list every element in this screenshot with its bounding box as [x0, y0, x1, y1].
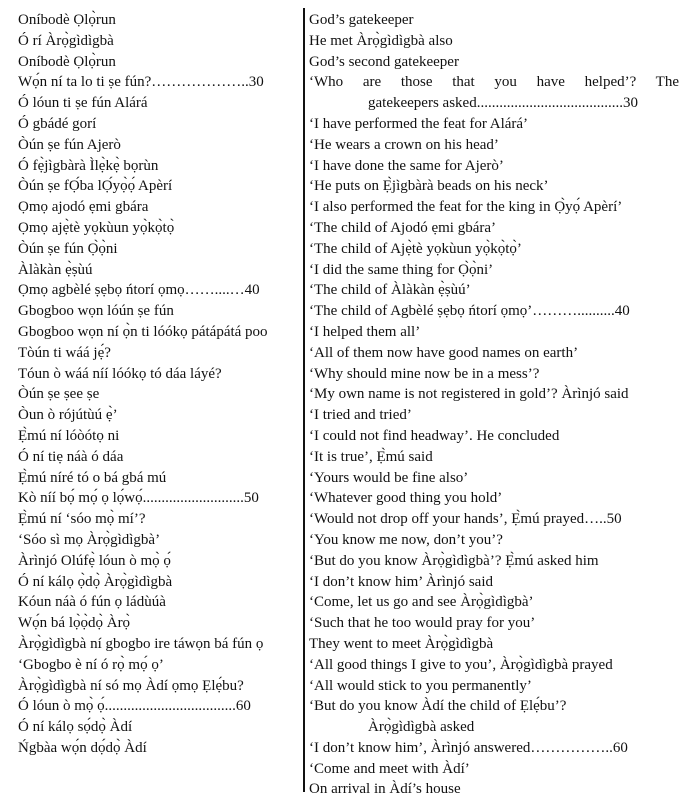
- translation-line: ‘The child of Ajẹ̀tè yọkùun yọ̀kọ̀tọ̀’: [309, 240, 522, 257]
- translation-line: ‘I did the same thing for Ọ̀ọ̀ni’: [309, 261, 494, 278]
- translation-line: God’s gatekeeper: [309, 12, 414, 28]
- translation-line: ‘I also performed the feat for the king in Ọ̀yọ́ Apèrí’: [309, 199, 623, 216]
- translation-line: ‘You know me now, don’t you’?: [309, 531, 503, 548]
- translation-line: ‘I have performed the feat for Alárá’: [309, 115, 529, 132]
- verse-line: Oníbodè Ọlọ̀run: [18, 53, 116, 70]
- translation-line: ‘The child of Agbèlé ṣẹbọ ńtorí ọmọ’………..........40: [309, 303, 630, 320]
- verse-line: Òún ṣe fỌ́ba lỌ́yọ̀ọ́ Apèrí: [18, 178, 173, 195]
- translation-line: ‘I could not find headway’. He concluded: [309, 427, 560, 444]
- translation-line: God’s second gatekeeper: [309, 53, 459, 70]
- translation-line: ‘I have done the same for Ajerò’: [309, 157, 504, 174]
- english-translation-column: [309, 10, 679, 800]
- verse-line: Kóun náà ó fún ọ ládùúà: [18, 594, 166, 611]
- translation-line: ‘Such that he too would pray for you’: [309, 615, 536, 632]
- verse-line: Wọ́n ní ta lo ti ṣe fún?………………..30: [18, 74, 264, 91]
- translation-line: ‘All would stick to you permanently’: [309, 677, 532, 694]
- translation-line: ‘It is true’, Ẹ̀mú said: [309, 448, 433, 465]
- verse-line: Gbogboo wọn lóún ṣe fún: [18, 303, 174, 320]
- translation-line: ‘Why should mine now be in a mess’?: [309, 365, 540, 382]
- translation-line: ‘My own name is not registered in gold’? Àrìnjó said: [309, 386, 629, 403]
- verse-line: Àlàkàn ẹ̀ṣùú: [18, 261, 93, 278]
- translation-line: ‘Would not drop off your hands’, Ẹ̀mú prayed…..50: [309, 511, 622, 528]
- verse-line: ‘Gbogbo è ní ó rọ̀ mọ́ ọ’: [18, 656, 164, 673]
- verse-line: Ó ní kálọ sọ́dọ̀ Àdí: [18, 719, 133, 736]
- verse-line: ‘Sóo sì mọ Àrọ̀gìdìgbà’: [18, 531, 161, 548]
- translation-line: ‘Who are those that you have helped’? The: [309, 74, 679, 91]
- translation-line: On arrival in Àdí’s house: [309, 781, 461, 798]
- verse-line: Ńgbàa wọ́n dọ́dọ̀ Àdí: [18, 739, 147, 756]
- translation-line: ‘All of them now have good names on earth’: [309, 344, 579, 361]
- translation-line: gatekeepers asked.......................................30: [368, 95, 638, 112]
- translation-line: He met Àrọ̀gìdìgbà also: [309, 32, 453, 49]
- verse-line: Àrọ̀gìdìgbà ní só mọ Àdí ọmọ Ẹlẹ́bu?: [18, 677, 244, 694]
- verse-line: Ó gbádé gorí: [18, 115, 97, 132]
- verse-line: Ó lóun ò mọ̀ ọ́...................................60: [18, 698, 251, 715]
- verse-line: Òún ṣe fún Ọ̀ọ̀ni: [18, 240, 118, 257]
- translation-line: ‘Come and meet with Àdí’: [309, 760, 470, 777]
- verse-line: Àrọ̀gìdìgbà ní gbogbo ire táwọn bá fún ọ: [18, 635, 264, 652]
- translation-line: ‘He puts on Ẹ̀jìgbàrà beads on his neck’: [309, 178, 549, 195]
- verse-line: Wọ́n bá lọ̀ọ̀dọ̀ Àrọ̀: [18, 615, 131, 632]
- verse-line: Òun ò rójútùú ẹ̀’: [18, 407, 118, 424]
- verse-line: Oníbodè Ọlọ̀run: [18, 12, 116, 28]
- verse-line: Òún ṣe ṣee ṣe: [18, 386, 100, 403]
- verse-line: Ẹ̀mú níré tó o bá gbá mú: [18, 469, 167, 486]
- translation-line: ‘But do you know Àdí the child of Ẹlẹ́bu’?: [309, 698, 567, 715]
- translation-line: They went to meet Àrọ̀gìdìgbà: [309, 635, 494, 652]
- verse-line: Ó ní kálọ ọ̀dọ̀ Àrọ̀gìdìgbà: [18, 573, 173, 590]
- translation-line: ‘I don’t know him’ Àrìnjó said: [309, 573, 494, 590]
- verse-line: Gbogboo wọn ní ọ̀n ti lóókọ pátápátá poo: [18, 323, 268, 340]
- verse-line: Ọmọ agbèlé ṣẹbọ ńtorí ọmọ……....…40: [18, 282, 260, 299]
- verse-line: Ó ní tiẹ náà ó dáa: [18, 448, 124, 465]
- translation-line: ‘All good things I give to you’, Àrọ̀gìdìgbà prayed: [309, 656, 613, 673]
- column-divider: [303, 8, 305, 792]
- translation-line: ‘I don’t know him’, Àrìnjó answered……………..60: [309, 739, 628, 756]
- translation-line: ‘I helped them all’: [309, 323, 421, 340]
- verse-line: Òún ṣe fún Ajerò: [18, 136, 121, 153]
- verse-line: Ọmọ ajẹ̀tè yọkùun yọ̀kọ̀tọ̀: [18, 219, 175, 236]
- verse-line: Tòún ti wáá jẹ́?: [18, 344, 111, 361]
- translation-line: ‘He wears a crown on his head’: [309, 136, 499, 153]
- translation-line: ‘Yours would be fine also’: [309, 469, 469, 486]
- verse-line: Ọmọ ajodó ẹmi gbára: [18, 199, 149, 216]
- translation-line: ‘Whatever good thing you hold’: [309, 490, 503, 507]
- translation-line: ‘But do you know Àrọ̀gìdìgbà’? Ẹ̀mú asked him: [309, 552, 599, 569]
- translation-line: ‘The child of Ajodó ẹmi gbára’: [309, 219, 497, 236]
- translation-line: ‘Come, let us go and see Àrọ̀gìdìgbà’: [309, 594, 534, 611]
- verse-line: Àrìnjó Olúfẹ̀ lóun ò mọ̀ ọ́: [18, 552, 171, 569]
- verse-line: Ẹ̀mú ní lóòótọ ni: [18, 427, 120, 444]
- verse-line: Ẹ̀mú ní ‘sóo mọ̀ mí’?: [18, 511, 146, 528]
- translation-line: ‘The child of Àlàkàn ẹ̀ṣùú’: [309, 282, 471, 299]
- verse-line: Ó fẹ̀jìgbàrà Ìlẹ̀kẹ̀ bọrùn: [18, 157, 159, 174]
- verse-line: Ó lóun ti ṣe fún Alárá: [18, 95, 148, 112]
- yoruba-text-column: [18, 10, 298, 759]
- translation-line: ‘I tried and tried’: [309, 407, 412, 424]
- verse-line: Kò níí bọ́ mọ́ ọ lọ́wọ́...........................50: [18, 490, 259, 507]
- verse-line: Ó rí Àrọ̀gìdìgbà: [18, 32, 114, 49]
- translation-line: Àrọ̀gìdìgbà asked: [368, 719, 475, 736]
- verse-line: Tóun ò wáá níí lóókọ tó dáa láyé?: [18, 365, 222, 382]
